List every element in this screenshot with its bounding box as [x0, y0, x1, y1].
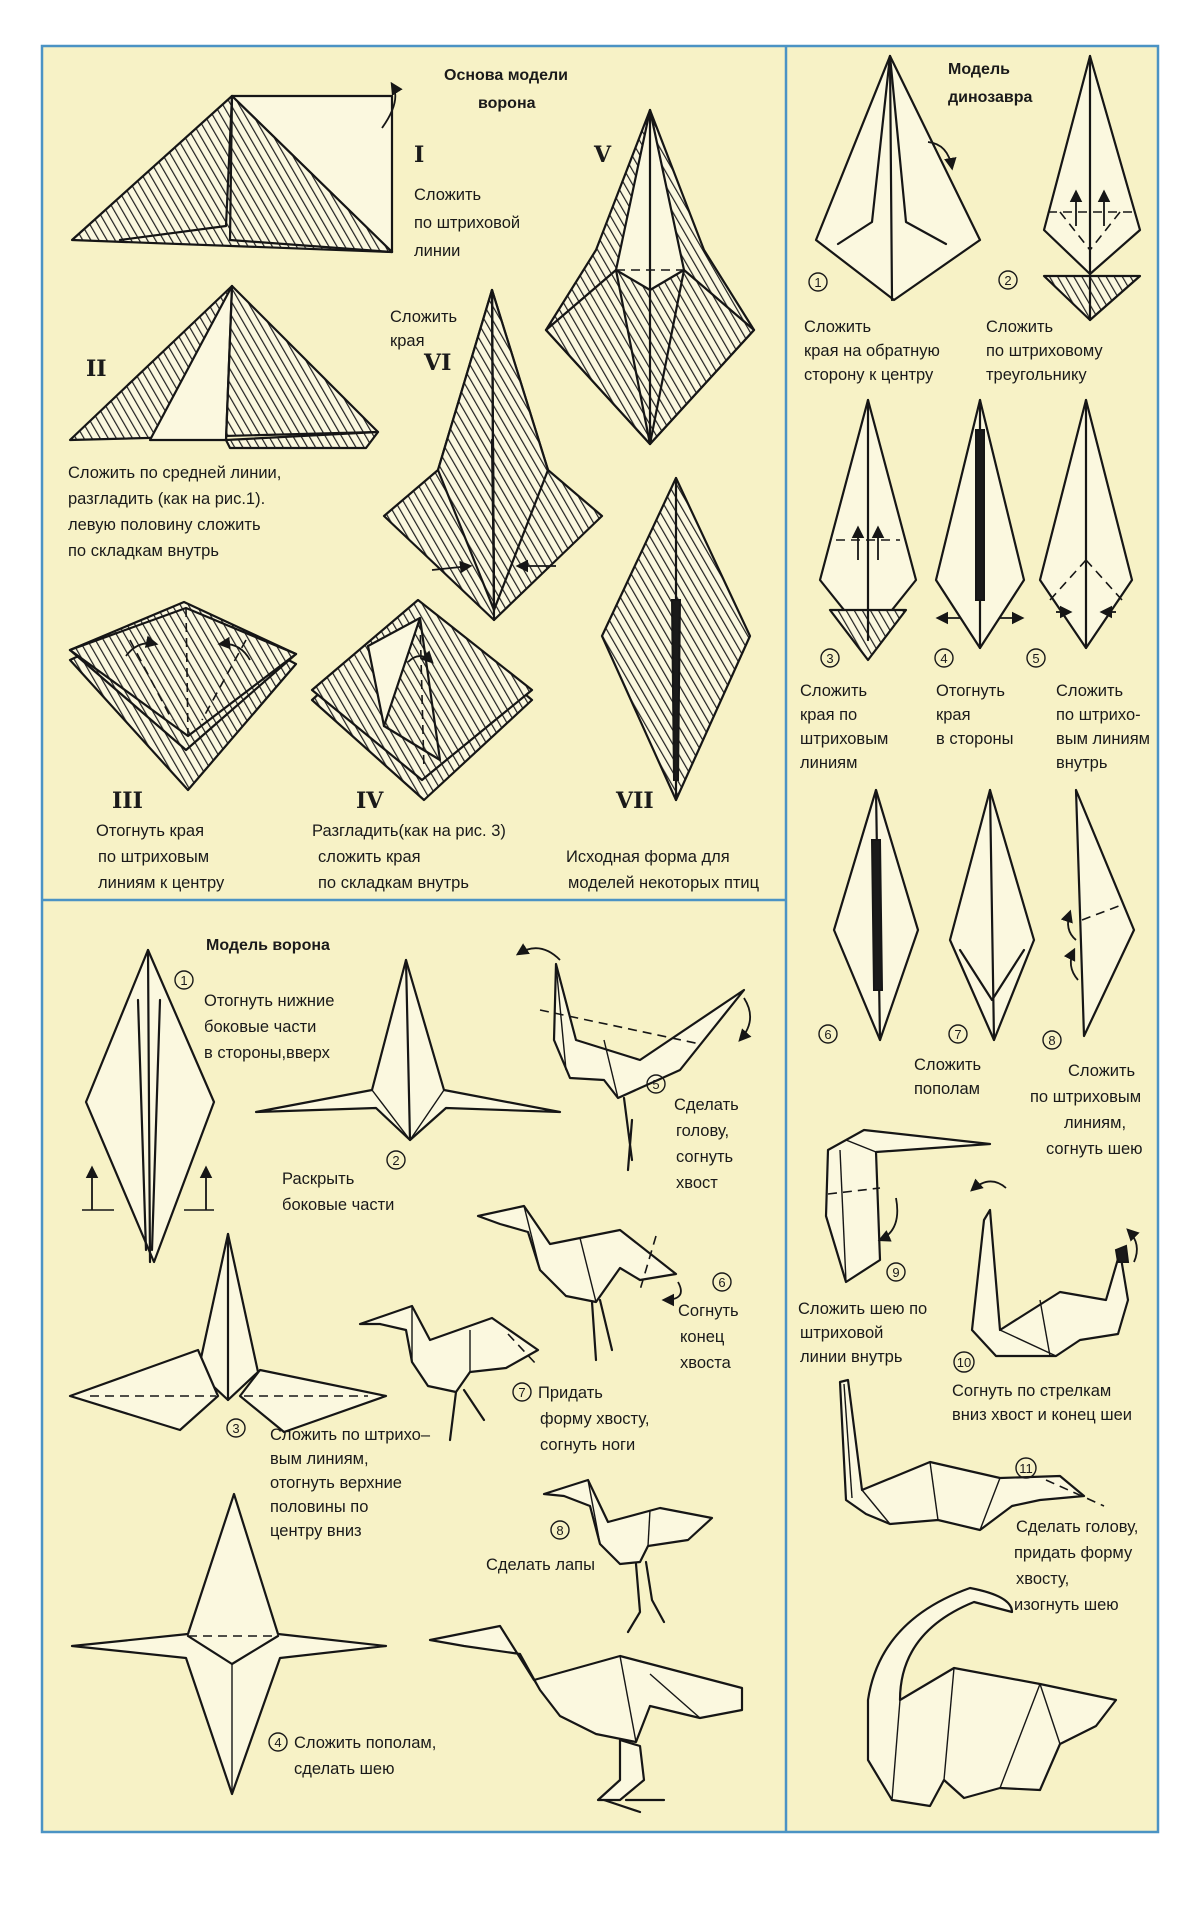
svg-text:5: 5: [1032, 651, 1040, 666]
raven-base-step-1-caption: Сложить по штриховой линии: [414, 186, 521, 260]
svg-text:3: 3: [232, 1421, 240, 1436]
raven-model-step-5-caption: Сделать голову, согнуть хвост: [674, 1096, 739, 1192]
svg-text:11: 11: [1019, 1461, 1033, 1476]
dinosaur-heading: Модель динозавра: [948, 61, 1033, 106]
step-label-III: III: [112, 788, 143, 814]
svg-text:5: 5: [652, 1077, 660, 1092]
dinosaur-step-2-caption: Сложить по штриховому треугольнику: [986, 318, 1103, 384]
dinosaur-step-11-caption: Сделать голову, придать форму хвосту, изогнуть шею: [1014, 1518, 1139, 1614]
dinosaur-step-5-caption: Сложить по штрихо- вым линиям внутрь: [1056, 682, 1151, 772]
step-label-IV: IV: [356, 788, 384, 814]
dinosaur-step-1-caption: Сложить края на обратную сторону к центру: [804, 318, 940, 384]
svg-text:9: 9: [892, 1265, 900, 1280]
svg-text:1: 1: [180, 973, 188, 988]
raven-base-step-2-caption: Сложить по средней линии, разгладить (как на рис.1). левую половину сложить по складкам внутрь: [68, 464, 282, 560]
raven-model-step-2-caption: Раскрыть боковые части: [282, 1170, 395, 1214]
step-label-II: II: [86, 356, 107, 382]
svg-text:8: 8: [1048, 1033, 1056, 1048]
svg-text:7: 7: [954, 1027, 962, 1042]
raven-base-step-7-caption: Исходная форма для моделей некоторых птиц: [566, 848, 760, 892]
step-label-V: V: [594, 142, 612, 168]
svg-text:8: 8: [556, 1523, 564, 1538]
dinosaur-step-10-caption: Согнуть по стрелкам вниз хвост и конец шеи: [952, 1382, 1132, 1424]
raven-model-heading: Модель ворона: [206, 937, 330, 954]
raven-base-step-3-caption: Отогнуть края по штриховым линиям к центру: [96, 822, 225, 892]
dinosaur-step-10-number: [954, 1352, 974, 1372]
raven-model-step-6-caption: Согнуть конец хвоста: [678, 1302, 739, 1372]
dinosaur-step-8-caption: Сложить по штриховым линиям, согнуть шею: [1030, 1062, 1143, 1158]
step-label-VI: VI: [424, 350, 452, 376]
svg-text:4: 4: [940, 651, 948, 666]
raven-model-step-3-caption: Сложить по штрихо– вым линиям, отогнуть верхние половины по центру вниз: [270, 1426, 431, 1540]
raven-base-step-6-caption: Сложить края: [390, 308, 458, 350]
svg-text:2: 2: [1004, 273, 1012, 288]
raven-model-step-4-caption: Сложить пополам, сделать шею: [294, 1734, 437, 1778]
svg-text:6: 6: [824, 1027, 832, 1042]
raven-model-step-1-caption: Отогнуть нижние боковые части в стороны,вверх: [204, 992, 335, 1062]
svg-text:2: 2: [392, 1153, 400, 1168]
svg-text:3: 3: [826, 651, 834, 666]
dinosaur-step-4-caption: Отогнуть края в стороны: [936, 682, 1014, 748]
raven-model-step-8-caption: Сделать лапы: [486, 1556, 595, 1574]
step-label-I: I: [414, 142, 425, 168]
dinosaur-step-3-caption: Сложить края по штриховым линиям: [800, 682, 889, 772]
raven-base-step-4-caption: Разгладить(как на рис. 3) сложить края по складкам внутрь: [312, 822, 506, 892]
svg-text:1: 1: [814, 275, 822, 290]
step-label-VII: VII: [616, 788, 654, 814]
svg-text:6: 6: [718, 1275, 726, 1290]
raven-model-step-7-caption: Придать форму хвосту, согнуть ноги: [538, 1384, 650, 1454]
svg-text:10: 10: [956, 1355, 972, 1370]
raven-base-heading: Основа модели ворона: [444, 67, 568, 112]
dinosaur-step-9-caption: Сложить шею по штриховой линии внутрь: [798, 1300, 928, 1366]
dinosaur-step-7-caption: Сложить пополам: [914, 1056, 982, 1098]
svg-text:7: 7: [518, 1385, 526, 1400]
svg-text:4: 4: [274, 1735, 282, 1750]
